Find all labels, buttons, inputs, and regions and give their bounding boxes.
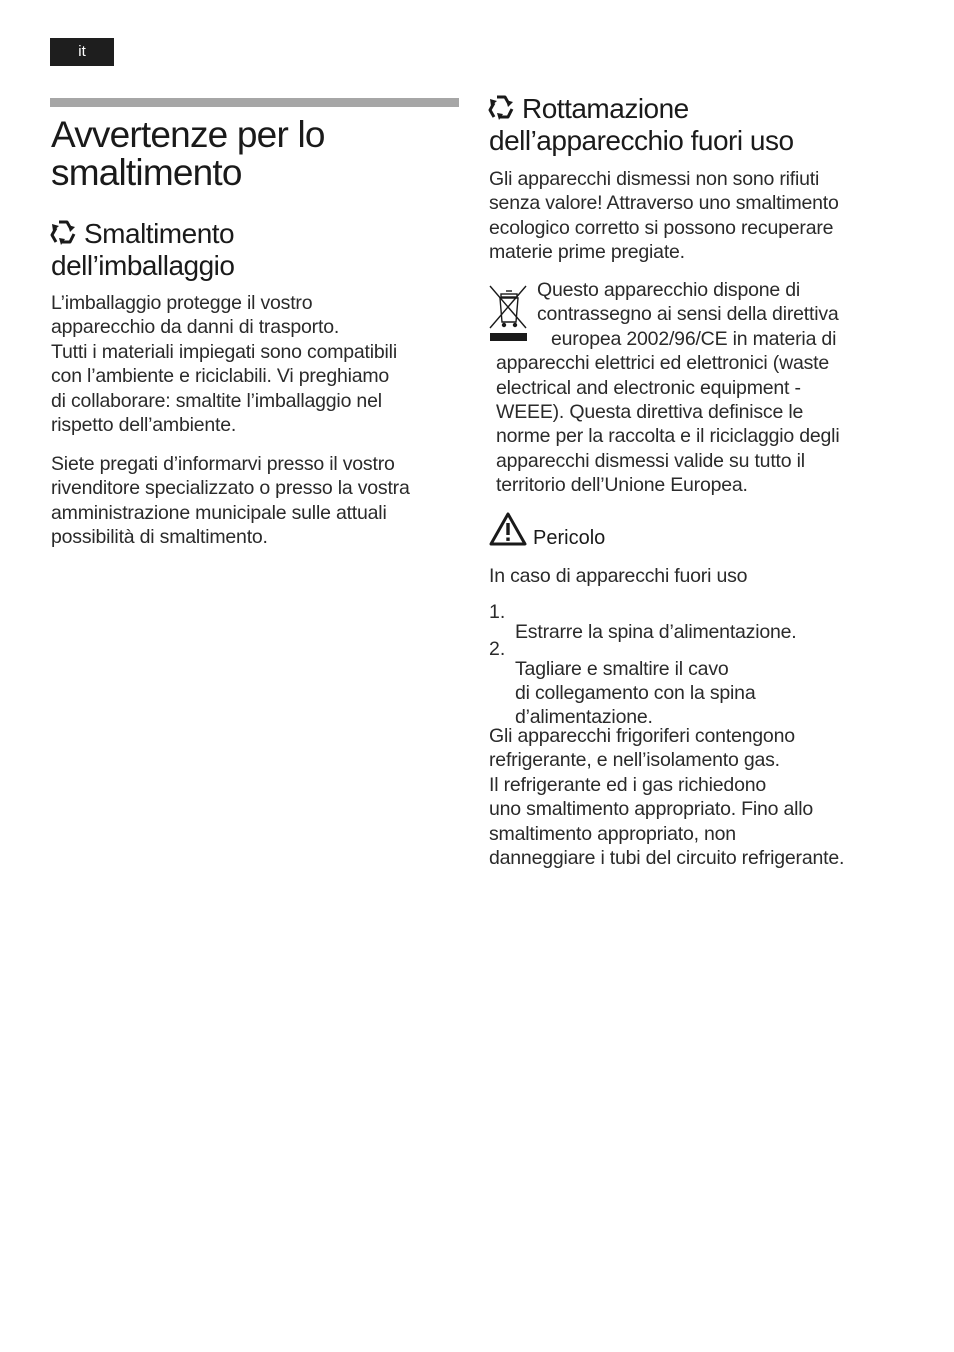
disposal-heading-line1: Rottamazione: [522, 93, 689, 124]
page-title: [51, 116, 461, 192]
text-line: contrassegno ai sensi della direttiva: [537, 303, 839, 326]
packaging-para2: [51, 452, 471, 550]
text-line: Estrarre la spina d’alimentazione.: [515, 620, 797, 643]
language-tab: it: [50, 38, 114, 66]
text-line: WEEE). Questa direttiva definisce le: [496, 401, 804, 424]
disposal-intro: [489, 167, 919, 265]
text-line: apparecchio da danni di trasporto.: [51, 316, 340, 339]
text-line: danneggiare i tubi del circuito refrigerante.: [489, 847, 845, 870]
disposal-heading-line2: dell’apparecchio fuori uso: [489, 125, 794, 156]
page-title-line2: smaltimento: [51, 152, 242, 193]
text-line: territorio dell’Unione Europea.: [496, 474, 748, 497]
text-line: europea 2002/96/CE in materia di: [551, 327, 837, 350]
list-number: 2.: [489, 638, 506, 660]
list-number: 1.: [489, 601, 506, 623]
text-line: smaltimento appropriato, non: [489, 822, 736, 845]
text-line: norme per la raccolta e il riciclaggio degli: [496, 425, 840, 448]
text-line: ecologico corretto si possono recuperare: [489, 216, 834, 239]
text-line: con l’ambiente e riciclabili. Vi preghiamo: [51, 365, 390, 388]
text-line: di collaborare: smaltite l’imballaggio nel: [51, 389, 382, 412]
recycle-icon: [486, 93, 516, 121]
text-line: Gli apparecchi dismessi non sono rifiuti: [489, 168, 820, 190]
text-line: materie prime pregiate.: [489, 241, 685, 264]
closing-para: [489, 724, 929, 870]
text-line: d’alimentazione.: [515, 706, 653, 729]
text-line: L’imballaggio protegge il vostro: [51, 292, 313, 314]
text-line: rivenditore specializzato o presso la vostra: [51, 477, 410, 500]
text-line: refrigerante, e nell’isolamento gas.: [489, 749, 780, 772]
disposal-section: [486, 93, 926, 157]
packaging-heading-line2: dell’imballaggio: [51, 250, 235, 281]
text-line: amministrazione municipale sulle attuali: [51, 501, 387, 524]
text-line: Tutti i materiali impiegati sono compatibili: [51, 340, 397, 363]
packaging-heading-line1: Smaltimento: [84, 218, 235, 249]
text-line: Questo apparecchio dispone di: [537, 279, 801, 301]
text-line: Siete pregati d’informarvi presso il vostro: [51, 453, 395, 475]
text-line: Il refrigerante ed i gas richiedono: [489, 773, 766, 796]
danger-label: Pericolo: [533, 527, 606, 549]
text-line: electrical and electronic equipment -: [496, 376, 801, 399]
steps-intro: In caso di apparecchi fuori uso: [489, 565, 748, 587]
crossed-out-bin-icon: [489, 284, 529, 342]
text-line: possibilità di smaltimento.: [51, 526, 268, 549]
text-line: Tagliare e smaltire il cavo: [515, 657, 729, 680]
weee-notice: [489, 278, 909, 498]
page-title-line1: Avvertenze per lo: [51, 114, 325, 155]
danger-warning: [489, 512, 789, 548]
text-line: di collegamento con la spina: [515, 681, 756, 704]
text-line: senza valore! Attraverso uno smaltimento: [489, 192, 839, 215]
disposal-heading: [486, 93, 926, 157]
warning-triangle-icon: [489, 512, 527, 546]
packaging-para1: [51, 291, 471, 437]
text-line: Gli apparecchi frigoriferi contengono: [489, 725, 795, 747]
recycle-icon: [48, 218, 78, 246]
packaging-section: [48, 218, 468, 282]
title-rule: [50, 98, 459, 107]
text-line: rispetto dell’ambiente.: [51, 414, 237, 437]
text-line: apparecchi elettrici ed elettronici (waste: [496, 352, 830, 375]
text-line: apparecchi dismessi valide su tutto il: [496, 449, 805, 472]
packaging-heading: [48, 218, 468, 282]
text-line: uno smaltimento appropriato. Fino allo: [489, 798, 814, 821]
